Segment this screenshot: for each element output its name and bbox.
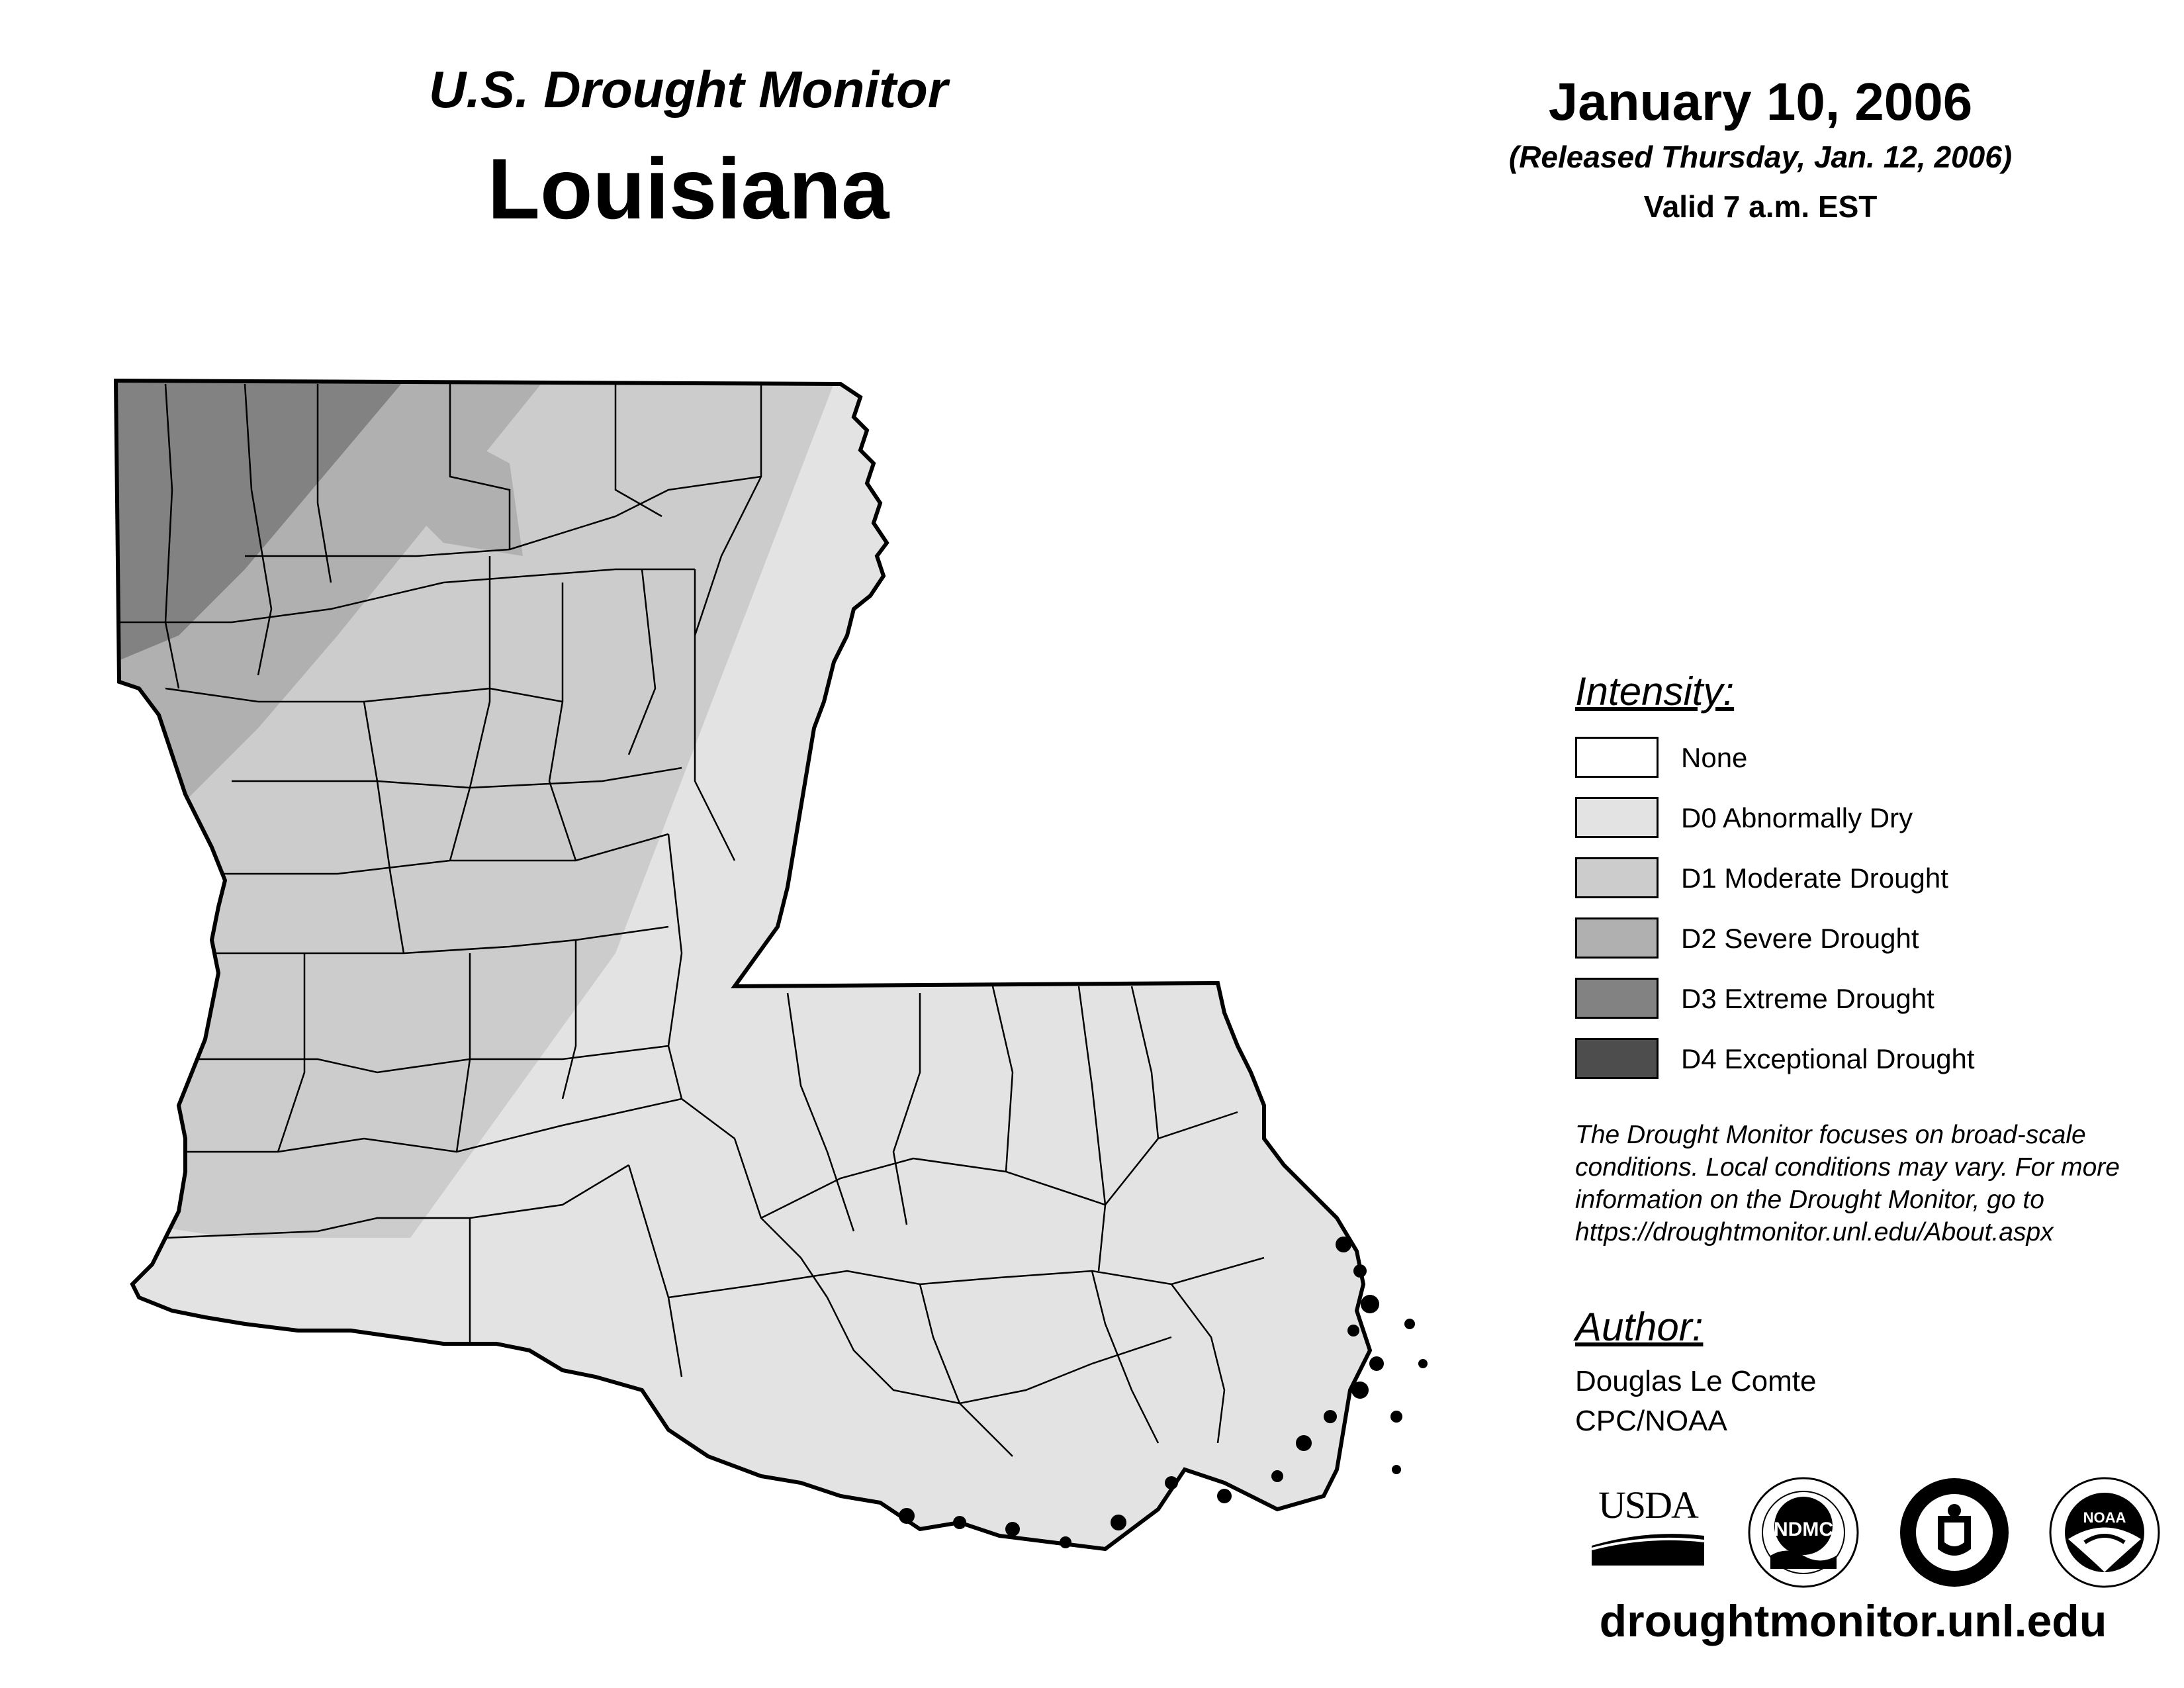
map-date: January 10, 2006 [1548,72,1973,131]
map-title: U.S. Drought Monitor [428,60,948,118]
legend-label: D4 Exceptional Drought [1681,1043,1975,1074]
noaa-logo-text: NOAA [2083,1509,2126,1526]
valid-time: Valid 7 a.m. EST [1643,189,1878,224]
note-line: The Drought Monitor focuses on broad-scale [1575,1121,2086,1149]
usda-logo-text: USDA [1598,1483,1698,1526]
legend-title: Intensity: [1575,669,1735,714]
author-title: Author: [1575,1305,1704,1349]
state-name: Louisiana [487,140,889,237]
usda-swoosh-icon [1588,1483,1707,1569]
author-name: Douglas Le Comte [1575,1365,1817,1397]
ndmc-logo-text: NDMC [1774,1519,1833,1540]
note-line: conditions. Local conditions may vary. For more [1575,1153,2120,1182]
legend-label: D3 Extreme Drought [1681,983,1934,1014]
legend-swatch-d0 [1575,797,1659,838]
legend-swatch-d1 [1575,857,1659,898]
legend-label: D2 Severe Drought [1681,923,1919,954]
note-line: information on the Drought Monitor, go to [1575,1186,2044,1214]
legend-label: D0 Abnormally Dry [1681,802,1913,833]
legend [1575,669,2158,1089]
author-org: CPC/NOAA [1575,1405,1727,1437]
legend-item-d0 [1575,788,2158,848]
legend-swatch-d3 [1575,978,1659,1019]
release-date: (Released Thursday, Jan. 12, 2006) [1508,140,2013,174]
note-link[interactable]: https://droughtmonitor.unl.edu/About.aspx [1575,1218,2054,1246]
noaa-logo [2048,1476,2161,1589]
legend-label: D1 Moderate Drought [1681,863,1948,894]
department-of-commerce-seal-icon [1898,1476,2011,1589]
website-link[interactable]: droughtmonitor.unl.edu [1599,1596,2107,1646]
legend-item-none [1575,727,2158,788]
disclaimer-note [1575,1119,2171,1248]
legend-item-d3 [1575,968,2158,1029]
ndmc-logo [1747,1476,1860,1589]
legend-swatch-none [1575,737,1659,778]
legend-swatch-d4 [1575,1038,1659,1079]
legend-item-d1 [1575,848,2158,908]
legend-swatch-d2 [1575,917,1659,959]
legend-item-d2 [1575,908,2158,968]
legend-label: None [1681,742,1748,773]
usda-logo [1588,1483,1707,1569]
louisiana-drought-map [99,357,1456,1615]
legend-item-d4 [1575,1029,2158,1089]
